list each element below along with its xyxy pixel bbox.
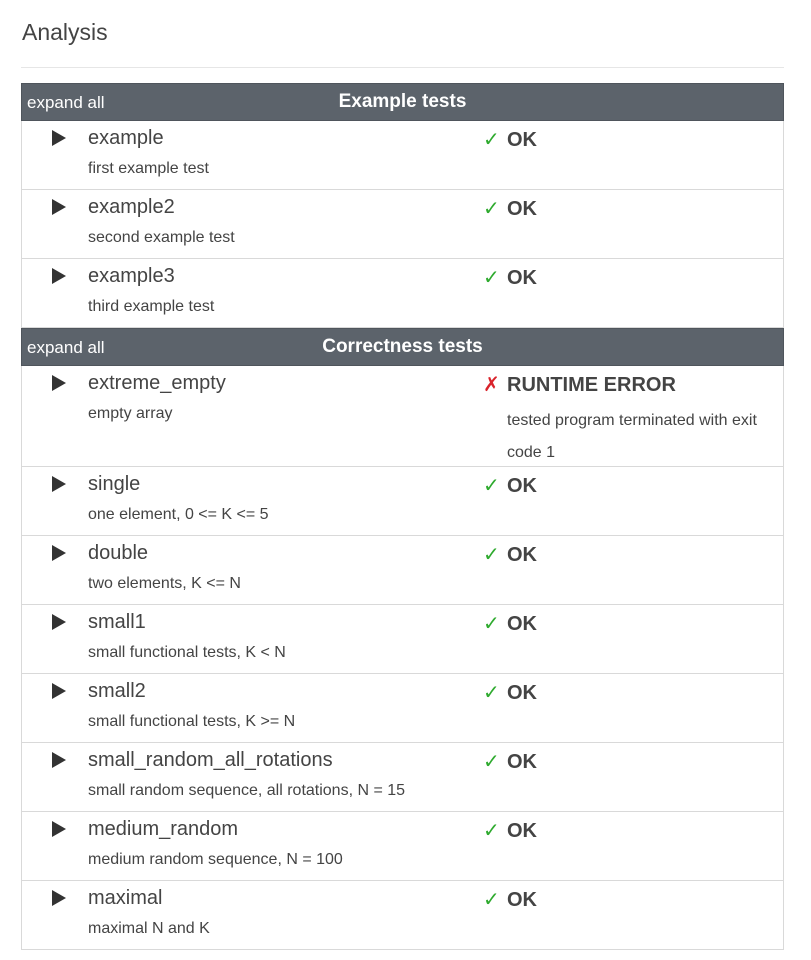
test-row xyxy=(21,536,784,605)
test-name[interactable]: small2 xyxy=(88,680,146,702)
status-label: OK xyxy=(507,475,537,497)
check-icon: ✓ xyxy=(483,889,500,911)
triangle-right-icon[interactable] xyxy=(52,130,72,150)
triangle-right-icon[interactable] xyxy=(52,683,72,703)
test-name[interactable]: example xyxy=(88,127,164,149)
check-icon: ✓ xyxy=(483,267,500,289)
status-label: OK xyxy=(507,544,537,566)
test-description: two elements, K <= N xyxy=(88,575,241,592)
expand-all-link[interactable]: expand all xyxy=(27,93,105,112)
test-description: second example test xyxy=(88,229,235,246)
test-row xyxy=(21,366,784,467)
test-name[interactable]: small_random_all_rotations xyxy=(88,749,333,771)
test-description: small random sequence, all rotations, N = 15 xyxy=(88,782,406,799)
test-row xyxy=(21,121,784,190)
test-description: empty array xyxy=(88,405,173,422)
test-description: first example test xyxy=(88,160,209,177)
test-description: small functional tests, K >= N xyxy=(88,713,296,730)
status-label: OK xyxy=(507,267,537,289)
check-icon: ✓ xyxy=(483,198,500,220)
test-row xyxy=(21,881,784,950)
triangle-right-icon[interactable] xyxy=(52,614,72,634)
section-title: Example tests xyxy=(338,91,467,112)
status-label: OK xyxy=(507,198,537,220)
check-icon: ✓ xyxy=(483,820,500,842)
status-label: OK xyxy=(507,682,537,704)
test-results-table xyxy=(21,83,784,950)
check-icon: ✓ xyxy=(483,544,500,566)
test-name[interactable]: extreme_empty xyxy=(88,372,226,394)
test-status xyxy=(483,196,537,221)
test-row xyxy=(21,259,784,328)
status-detail: tested program terminated with exit code 1 xyxy=(507,412,757,461)
test-status xyxy=(483,818,537,843)
test-name[interactable]: example2 xyxy=(88,196,175,218)
check-icon: ✓ xyxy=(483,751,500,773)
title-divider xyxy=(21,67,784,68)
test-status xyxy=(483,473,537,498)
test-row xyxy=(21,674,784,743)
test-name[interactable]: single xyxy=(88,473,141,495)
check-icon: ✓ xyxy=(483,613,500,635)
triangle-right-icon[interactable] xyxy=(52,890,72,910)
test-status xyxy=(483,680,537,705)
expand-all-link[interactable]: expand all xyxy=(27,338,105,357)
test-status xyxy=(483,265,537,290)
page-title: Analysis xyxy=(22,19,108,45)
test-status xyxy=(483,542,537,567)
section-header-correctness-tests xyxy=(21,328,784,366)
test-row xyxy=(21,190,784,259)
status-label: OK xyxy=(507,889,537,911)
test-name[interactable]: maximal xyxy=(88,887,163,909)
check-icon: ✓ xyxy=(483,475,500,497)
test-row xyxy=(21,743,784,812)
test-status xyxy=(483,749,537,774)
test-name[interactable]: small1 xyxy=(88,611,146,633)
check-icon: ✓ xyxy=(483,129,500,151)
triangle-right-icon[interactable] xyxy=(52,476,72,496)
test-status xyxy=(483,887,537,912)
status-label: OK xyxy=(507,129,537,151)
check-icon: ✓ xyxy=(483,682,500,704)
test-description: third example test xyxy=(88,298,215,315)
test-description: small functional tests, K < N xyxy=(88,644,286,661)
test-row xyxy=(21,812,784,881)
triangle-right-icon[interactable] xyxy=(52,545,72,565)
triangle-right-icon[interactable] xyxy=(52,821,72,841)
triangle-right-icon[interactable] xyxy=(52,375,72,395)
test-name[interactable]: double xyxy=(88,542,149,564)
triangle-right-icon[interactable] xyxy=(52,199,72,219)
test-description: medium random sequence, N = 100 xyxy=(88,851,343,868)
test-name[interactable]: medium_random xyxy=(88,818,239,840)
cross-icon: ✗ xyxy=(483,374,500,396)
status-label: OK xyxy=(507,820,537,842)
status-label: RUNTIME ERROR xyxy=(507,374,676,396)
section-title: Correctness tests xyxy=(322,336,483,357)
test-name[interactable]: example3 xyxy=(88,265,175,287)
status-label: OK xyxy=(507,613,537,635)
test-status xyxy=(483,372,676,397)
test-status xyxy=(483,611,537,636)
triangle-right-icon[interactable] xyxy=(52,752,72,772)
status-label: OK xyxy=(507,751,537,773)
test-status xyxy=(483,127,537,152)
test-row xyxy=(21,605,784,674)
section-header-example-tests xyxy=(21,83,784,121)
triangle-right-icon[interactable] xyxy=(52,268,72,288)
test-description: one element, 0 <= K <= 5 xyxy=(88,506,269,523)
test-description: maximal N and K xyxy=(88,920,210,937)
test-row xyxy=(21,467,784,536)
